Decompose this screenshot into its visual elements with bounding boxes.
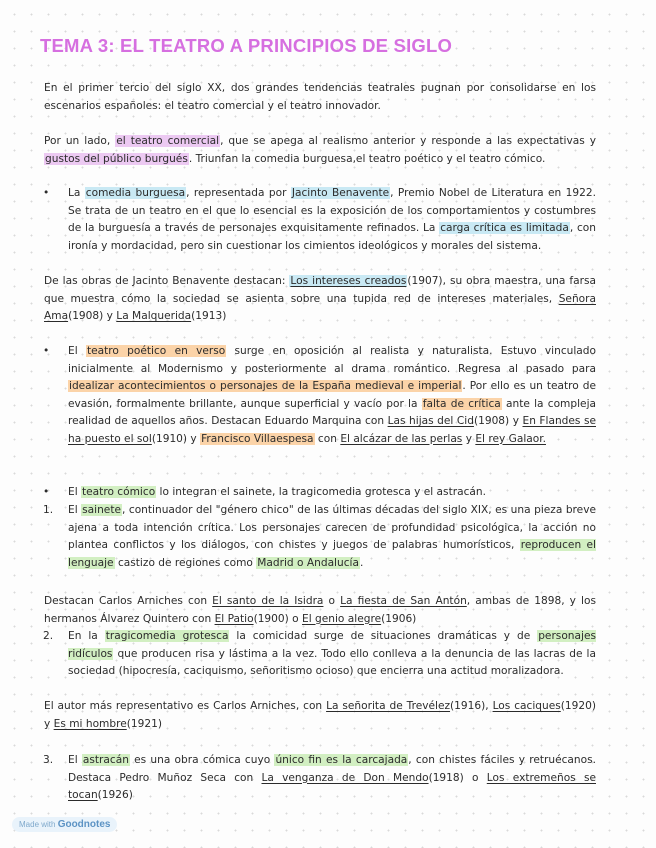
highlight-tragicomedia: tragicomedia grotesca [105, 630, 229, 642]
bullet-marker: • [43, 187, 50, 199]
text: (1907), su obra maestra, una farsa que muestra cómo la sociedad se asienta sobre una tupida red de intereses materiales, [44, 275, 596, 305]
text: La [68, 187, 85, 199]
list-number: 2. [43, 630, 54, 642]
text: . Triunfan la comedia burguesa,el teatro poético y el teatro cómico. [188, 152, 546, 165]
text: (1916), [450, 700, 493, 712]
text: es una obra cómica cuyo [129, 754, 275, 766]
text: (1908) y [473, 415, 523, 427]
list-number: 3. [43, 754, 54, 766]
work-title: En Flandes se ha puesto el sol [68, 415, 596, 445]
highlight-sainete: sainete [82, 504, 121, 516]
text: la comicidad surge de situaciones dramáticas y de [229, 630, 538, 642]
text: lo integran el sainete, la tragicomedia grotesca y el astracán. [156, 486, 486, 498]
text: El [68, 754, 82, 766]
badge-brand-text: Goodnotes [57, 819, 111, 830]
text: , continuador del "género chico" de las últimas décadas del siglo XIX, es una pieza breve ajena a toda intención crítica. Los personajes carecen de profundidad psicológica, la acción no plantea conflictos y los diálogos, con chistes y juegos de palabras humorísticos, [68, 504, 596, 551]
text: El [68, 504, 82, 516]
text: surge en oposición al realista y naturalista. Estuvo vinculado inicialmente al Modernismo y posteriormente al drama romántico. Regresa al pasado para [68, 345, 596, 375]
text: (1918) o [428, 771, 487, 784]
text: . Por ello es un teatro de evasión, formalmente brillante, aunque superficial y vacío por la [68, 380, 596, 410]
text: que producen risa y lástima a la vez. Todo ello conlleva a la denuncia de las lacras de la sociedad (hipocresía, caciquismo, señoritismo ocioso) que encierra una actitud moralizadora. [68, 647, 596, 677]
text: (1913) [191, 310, 227, 322]
highlight-unico-fin: único fin es la carcajada [275, 754, 408, 766]
text: (1906) [381, 612, 417, 625]
text: De las obras de Jacinto Benavente destacan: [44, 275, 290, 287]
text: , con chistes fáciles y retruécanos. Destaca Pedro Muñoz Seca con [68, 754, 597, 784]
highlight-jacinto-benavente: Jacinto Benavente [291, 187, 390, 199]
text: (1910) y [151, 432, 201, 445]
astracan-paragraph [68, 752, 596, 805]
autor-paragraph [44, 698, 596, 733]
page-title: TEMA 3: EL TEATRO A PRINCIPIOS DE SIGLO [40, 35, 453, 56]
text: , representada por [186, 187, 291, 199]
teatro-comico-paragraph [68, 484, 596, 502]
highlight-personajes-ridiculos: personajes ridículos [68, 630, 596, 660]
highlight-carga-critica: carga crítica es limitada [440, 222, 569, 234]
work-title: El santo de la Isidra [212, 595, 324, 607]
tragicomedia-paragraph [68, 628, 596, 681]
text: El [68, 486, 82, 498]
work-title: Los caciques [492, 700, 561, 712]
highlight-reproducen-lenguaje: reproducen el lenguaje [68, 539, 596, 569]
text: En la [68, 630, 105, 642]
text: . [359, 556, 364, 569]
highlight-astracan: astracán [82, 754, 129, 766]
work-title: El Patio [214, 612, 254, 625]
text: castizo de regiones como [114, 556, 257, 569]
text: , con ironía y mordacidad, pero sin cuestionar los cimientos ideológicos y morales del sistema. [68, 222, 596, 252]
highlight-teatro-comercial: el teatro comercial [116, 135, 220, 147]
text: Destacan Carlos Arniches con [44, 595, 213, 607]
highlight-falta-critica: falta de crítica [422, 397, 501, 410]
teatro-poetico-paragraph [68, 343, 596, 448]
text: y [462, 432, 476, 445]
text: El autor más representativo es Carlos Arniches, con [44, 700, 327, 712]
text: (1920) y [44, 700, 596, 730]
highlight-teatro-poetico: teatro poético en verso [86, 345, 226, 357]
work-title: El alcázar de las perlas [340, 432, 463, 445]
text: (1921) [126, 717, 162, 730]
arniches-paragraph [44, 593, 596, 628]
text: (1908) y [68, 310, 117, 322]
text: con [314, 432, 341, 445]
work-title: El genio alegre [302, 612, 382, 625]
work-title: Señora Ama [44, 292, 596, 322]
work-title: El rey Galaor. [475, 432, 546, 445]
text: El [68, 345, 86, 357]
work-title: Los intereses creados [290, 275, 407, 287]
goodnotes-badge [12, 817, 117, 832]
text: (1926) [97, 789, 133, 801]
badge-made-text: Made with [19, 820, 58, 829]
highlight-villaespesa: Francisco Villaespesa [201, 432, 314, 445]
comedia-burguesa-paragraph [68, 185, 596, 255]
work-title: Los extremeños se tocan [68, 771, 596, 801]
benavente-works-paragraph [44, 273, 596, 326]
highlight-idealizar: idealizar acontecimientos o personajes de la España medieval e imperial [69, 380, 462, 392]
text: , Premio Nobel de Literatura en 1922. Se trata de un teatro en el que lo esencial es la exposición de los comportamientos y costumbres de la burguesía a través de personajes exquisitamente refinados. La [68, 187, 596, 234]
intro-paragraph [44, 80, 596, 115]
work-title: La señorita de Trevélez [326, 700, 451, 712]
text: , ambas de 1898, y los hermanos Álvarez Quintero con [44, 595, 597, 625]
bullet-marker: • [43, 486, 50, 498]
bullet-marker: • [43, 345, 50, 357]
highlight-comedia-burguesa: comedia burguesa [85, 187, 186, 199]
work-title: La Malquerida [116, 310, 192, 322]
intro-text: En el primer tercio del siglo XX, dos grandes tendencias teatrales pugnan por consolidarse en los escenarios españoles: el teatro comercial y el teatro innovador. [44, 82, 596, 112]
work-title: La venganza de Don Mendo [261, 771, 429, 784]
list-number: 1. [43, 504, 54, 516]
highlight-madrid-andalucia: Madrid o Andalucía [257, 556, 359, 569]
highlight-teatro-comico: teatro cómico [82, 486, 156, 498]
text: Por un lado, [44, 135, 116, 147]
text: (1900) o [253, 612, 303, 625]
work-title: La fiesta de San Antón [340, 595, 467, 607]
text: , que se apega al realismo anterior y responde a las expectativas y [220, 135, 596, 147]
text: ante la compleja realidad de aquellos años. Destacan Eduardo Marquina con [68, 397, 597, 427]
sainete-paragraph [68, 502, 596, 572]
highlight-gustos-burgues: gustos del público burgués [45, 152, 188, 165]
work-title: Es mi hombre [53, 717, 127, 730]
comercial-paragraph [44, 133, 596, 168]
text: o [323, 595, 341, 607]
work-title: Las hijas del Cid [387, 415, 474, 427]
